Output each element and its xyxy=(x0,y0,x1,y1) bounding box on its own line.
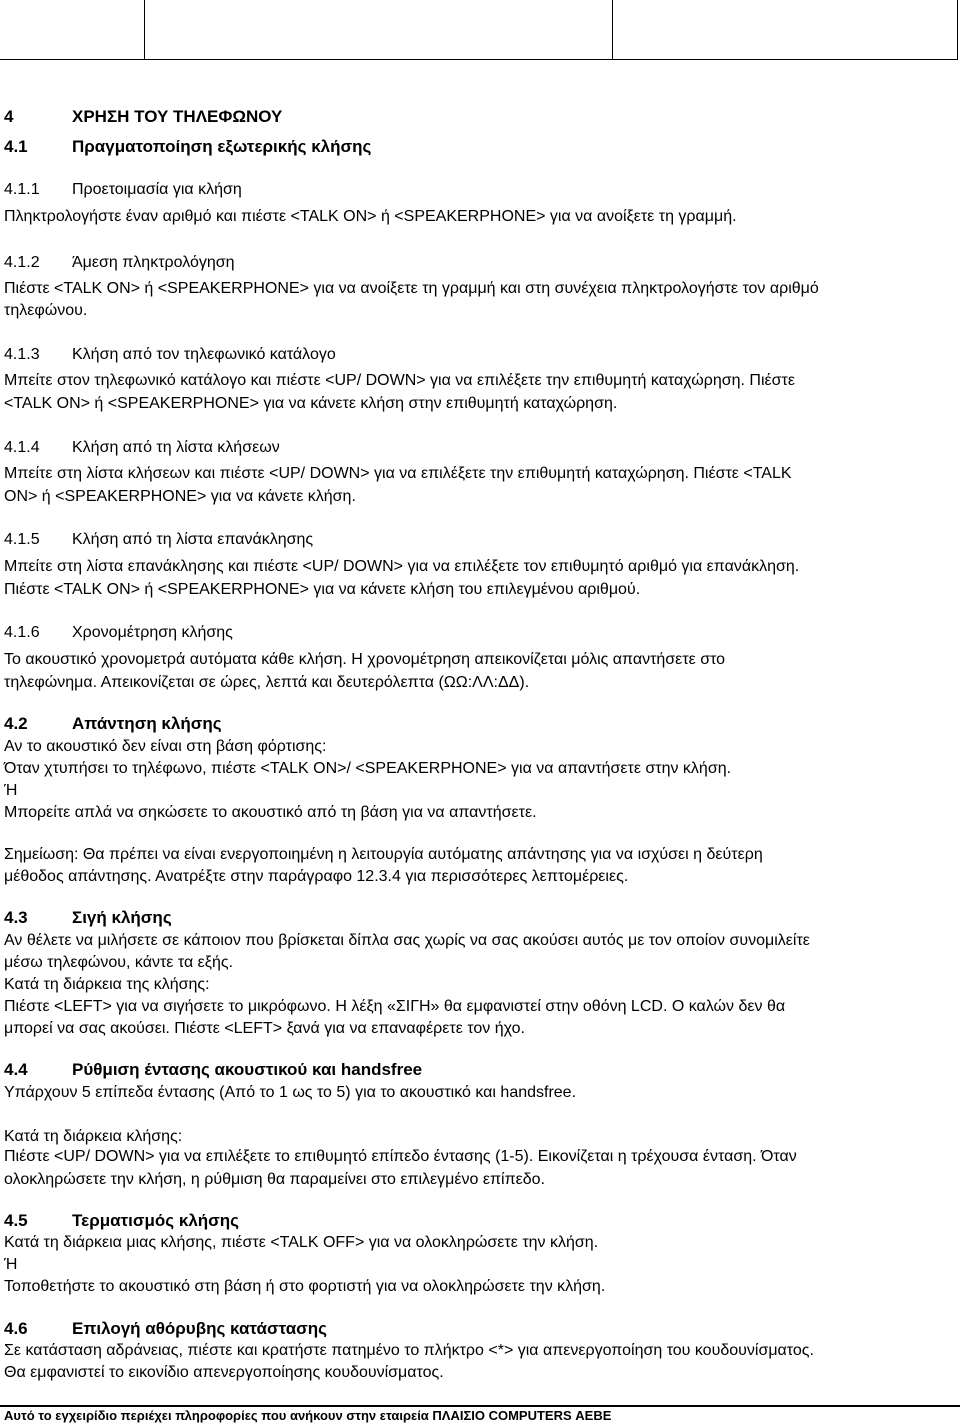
paragraph-line: Μπείτε στη λίστα κλήσεων και πιέστε <UP/ DOWN> για να επιλέξετε την επιθυμητή καταχώρηση. Πιέστε <TALK xyxy=(4,465,792,482)
paragraph-line: Όταν χτυπήσει το τηλέφωνο, πιέστε <TALK ON>/ <SPEAKERPHONE> για να απαντήσετε στην κλήση. xyxy=(4,760,732,777)
header-table xyxy=(0,0,958,60)
paragraph-line: Ή xyxy=(4,782,18,799)
paragraph-line: Πιέστε <TALK ON> ή <SPEAKERPHONE> για να ανοίξετε τη γραμμή και στη συνέχεια πληκτρολογήστε τον αριθμό xyxy=(4,280,819,297)
section-4-5-heading: 4.5 Τερματισμός κλήσης xyxy=(4,1211,240,1230)
paragraph-line: <TALK ON> ή <SPEAKERPHONE> για να κάνετε κλήση στην επιθυμητή καταχώρηση. xyxy=(4,395,618,412)
chapter-heading: 4 ΧΡΗΣΗ ΤΟΥ ΤΗΛΕΦΩΝΟΥ xyxy=(4,107,283,126)
paragraph-line: ON> ή <SPEAKERPHONE> για να κάνετε κλήση. xyxy=(4,488,356,505)
section-4-1-heading: 4.1 Πραγματοποίηση εξωτερικής κλήσης xyxy=(4,137,372,156)
section-4-2-heading: 4.2 Απάντηση κλήσης xyxy=(4,714,222,733)
paragraph-line: Θα εμφανιστεί το εικονίδιο απενεργοποίησης κουδουνίσματος. xyxy=(4,1364,444,1381)
paragraph-line: τηλεφώνου. xyxy=(4,302,88,319)
paragraph-line: Αν το ακουστικό δεν είναι στη βάση φόρτισης: xyxy=(4,738,327,755)
paragraph-line: Σε κατάσταση αδράνειας, πιέστε και κρατήστε πατημένο το πλήκτρο <*> για απενεργοποίηση του κουδουνίσματος. xyxy=(4,1342,814,1359)
header-cell-left xyxy=(0,0,145,60)
section-4-1-6-heading: 4.1.6 Χρονομέτρηση κλήσης xyxy=(4,624,233,641)
paragraph-line: Αν θέλετε να μιλήσετε σε κάποιον που βρίσκεται δίπλα σας χωρίς να σας ακούσει αυτός με τον οποίον συνομιλείτε xyxy=(4,932,810,949)
paragraph-line: Πιέστε <LEFT> για να σιγήσετε το μικρόφωνο. Η λέξη «ΣΙΓΗ» θα εμφανιστεί στην οθόνη LCD. Ο καλών δεν θα xyxy=(4,998,786,1015)
section-4-4-heading: 4.4 Ρύθμιση έντασης ακουστικού και handsfree xyxy=(4,1060,423,1079)
section-4-1-1-heading: 4.1.1 Προετοιμασία για κλήση xyxy=(4,181,242,198)
paragraph-line: Πληκτρολογήστε έναν αριθμό και πιέστε <TALK ON> ή <SPEAKERPHONE> για να ανοίξετε τη γραμμή. xyxy=(4,208,737,225)
paragraph-line: Μπορείτε απλά να σηκώσετε το ακουστικό από τη βάση για να απαντήσετε. xyxy=(4,804,537,821)
paragraph-line: Κατά τη διάρκεια μιας κλήσης, πιέστε <TALK OFF> για να ολοκληρώσετε την κλήση. xyxy=(4,1234,599,1251)
paragraph-line: ολοκληρώσετε την κλήση, η ρύθμιση θα παραμείνει στο επιλεγμένο επίπεδο. xyxy=(4,1171,546,1188)
paragraph-line: Το ακουστικό χρονομετρά αυτόματα κάθε κλήση. Η χρονομέτρηση απεικονίζεται μόλις απαντήσετε στο xyxy=(4,651,726,668)
paragraph-line: μπορεί να σας ακούσει. Πιέστε <LEFT> ξανά για να επαναφέρετε τον ήχο. xyxy=(4,1020,525,1037)
paragraph-line: Μπείτε στον τηλεφωνικό κατάλογο και πιέστε <UP/ DOWN> για να επιλέξετε την επιθυμητή καταχώρηση. Πιέστε xyxy=(4,372,795,389)
footer-text: Αυτό το εγχειρίδιο περιέχει πληροφορίες που ανήκουν στην εταιρεία ΠΛΑΙΣΙΟ COMPUTERS ΑΕΒΕ xyxy=(4,1408,612,1423)
paragraph-line: Υπάρχουν 5 επίπεδα έντασης (Από το 1 ως το 5) για το ακουστικό και handsfree. xyxy=(4,1084,577,1101)
paragraph-line: Ή xyxy=(4,1256,18,1273)
paragraph-line: Πιέστε <TALK ON> ή <SPEAKERPHONE> για να κάνετε κλήση του επιλεγμένου αριθμού. xyxy=(4,581,641,598)
section-4-6-heading: 4.6 Επιλογή αθόρυβης κατάστασης xyxy=(4,1319,328,1338)
header-cell-right xyxy=(612,0,958,60)
section-4-1-2-heading: 4.1.2 Άμεση πληκτρολόγηση xyxy=(4,254,235,271)
section-4-1-3-heading: 4.1.3 Κλήση από τον τηλεφωνικό κατάλογο xyxy=(4,346,336,363)
section-4-1-4-heading: 4.1.4 Κλήση από τη λίστα κλήσεων xyxy=(4,439,280,456)
paragraph-line: μέσω τηλεφώνου, κάντε τα εξής. xyxy=(4,954,234,971)
paragraph-line: Πιέστε <UP/ DOWN> για να επιλέξετε το επιθυμητό επίπεδο έντασης (1-5). Εικονίζεται η τρέχουσα ένταση. Όταν xyxy=(4,1148,797,1165)
page-footer xyxy=(0,1405,960,1424)
note-line: μέθοδος απάντησης. Ανατρέξτε στην παράγραφο 12.3.4 για περισσότερες λεπτομέρειες. xyxy=(4,868,629,885)
paragraph-line: Κατά τη διάρκεια της κλήσης: xyxy=(4,976,210,993)
section-4-1-5-heading: 4.1.5 Κλήση από τη λίστα επανάκλησης xyxy=(4,531,314,548)
paragraph-line: Τοποθετήστε το ακουστικό στη βάση ή στο φορτιστή για να ολοκληρώσετε την κλήση. xyxy=(4,1278,606,1295)
note-line: Σημείωση: Θα πρέπει να είναι ενεργοποιημένη η λειτουργία αυτόματης απάντησης για να ισχύσει η δεύτερη xyxy=(4,846,763,863)
paragraph-line: τηλεφώνημα. Απεικονίζεται σε ώρες, λεπτά και δευτερόλεπτα (ΩΩ:ΛΛ:ΔΔ). xyxy=(4,674,530,691)
paragraph-line: Μπείτε στη λίστα επανάκλησης και πιέστε <UP/ DOWN> για να επιλέξετε τον επιθυμητό αριθμό για επανάκληση. xyxy=(4,558,800,575)
section-4-3-heading: 4.3 Σιγή κλήσης xyxy=(4,908,172,927)
paragraph-line: Κατά τη διάρκεια κλήσης: xyxy=(4,1128,183,1145)
